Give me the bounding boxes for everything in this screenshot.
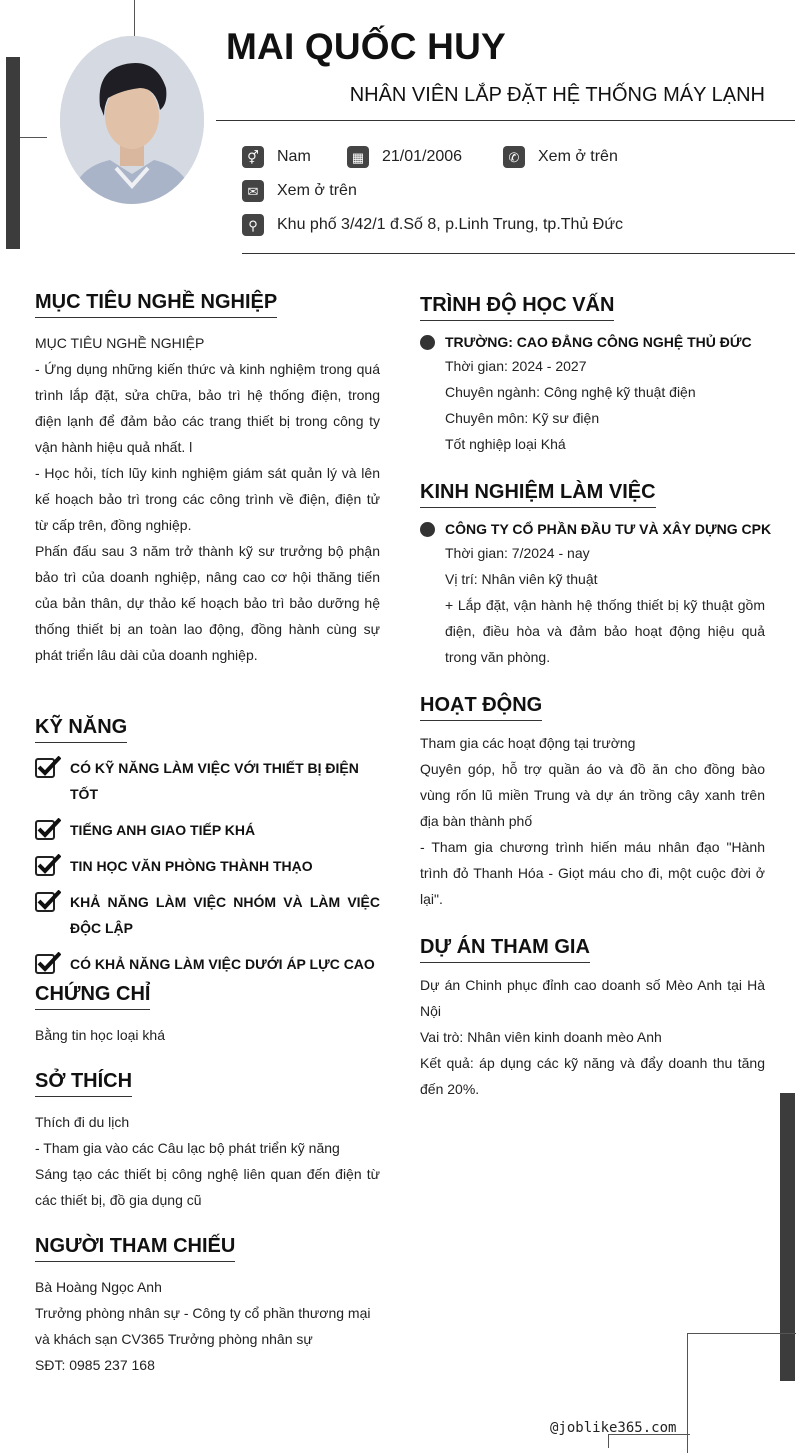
profile-photo xyxy=(60,36,204,204)
education-line: Tốt nghiệp loại Khá xyxy=(445,436,566,452)
objective-text xyxy=(35,330,380,668)
hobbies-section xyxy=(35,1070,132,1097)
info-birthdate xyxy=(347,146,462,168)
experience-text xyxy=(445,540,765,670)
company-name: CÔNG TY CỔ PHẦN ĐẦU TƯ VÀ XÂY DỰNG CPK xyxy=(445,521,772,537)
references-title: NGƯỜI THAM CHIẾU xyxy=(35,1235,235,1262)
certificates-title: CHỨNG CHỈ xyxy=(35,983,150,1010)
experience-title: KINH NGHIỆM LÀM VIỆC xyxy=(420,481,656,508)
hobby-line: - Tham gia vào các Câu lạc bộ phát triển kỹ năng xyxy=(35,1140,340,1156)
gender-icon: ⚥ xyxy=(242,146,264,168)
reference-line: SĐT: 0985 237 168 xyxy=(35,1357,155,1373)
hobbies-text xyxy=(35,1109,380,1213)
activity-line: Quyên góp, hỗ trợ quần áo và đồ ăn cho đồng bào vùng rốn lũ miền Trung và dự án trồng cây xanh trên địa bàn thành phố xyxy=(420,761,765,829)
skill-label: CÓ KHẢ NĂNG LÀM VIỆC DƯỚI ÁP LỰC CAO xyxy=(70,956,375,972)
experience-line: Vị trí: Nhân viên kỹ thuật xyxy=(445,571,598,587)
objective-line: - Học hỏi, tích lũy kinh nghiệm giám sát quản lý và lên kế hoạch bảo trì trong các công trình về điện, điện tử từ cấp trên, đồng nghiệp. xyxy=(35,465,380,533)
skill-item xyxy=(35,755,380,807)
checkbox-checked-icon xyxy=(35,952,61,974)
info-email xyxy=(242,180,357,202)
skills-section xyxy=(35,716,127,743)
activity-line: Tham gia các hoạt động tại trường xyxy=(420,735,636,751)
checkbox-checked-icon xyxy=(35,890,61,912)
objective-line: - Ứng dụng những kiến thức và kinh nghiệm trong quá trình lắp đặt, sửa chữa, bảo trì hệ thống điện, trong điện lạnh để đảm bảo các trang thiết bị trong công ty vận hành hiệu quả nhất. l xyxy=(35,361,380,455)
projects-section xyxy=(420,936,590,963)
address-value: Khu phố 3/42/1 đ.Số 8, p.Linh Trung, tp.Thủ Đức xyxy=(277,216,624,233)
project-line: Vai trò: Nhân viên kinh doanh mèo Anh xyxy=(420,1029,662,1045)
projects-text xyxy=(420,972,765,1102)
objective-title: MỤC TIÊU NGHỀ NGHIỆP xyxy=(35,291,277,318)
references-text xyxy=(35,1274,380,1378)
education-section xyxy=(420,294,614,321)
phone-icon: ✆ xyxy=(503,146,525,168)
skills-list xyxy=(35,755,380,977)
activities-text xyxy=(420,730,765,912)
decor-line-bottom-vertical xyxy=(608,1434,609,1448)
location-icon: ⚲ xyxy=(242,214,264,236)
certificates-text xyxy=(35,1022,380,1048)
objective-line: MỤC TIÊU NGHỀ NGHIỆP xyxy=(35,335,205,351)
hobby-line: Thích đi du lịch xyxy=(35,1114,130,1130)
education-line: Chuyên môn: Kỹ sư điện xyxy=(445,410,600,426)
education-line: Chuyên ngành: Công nghệ kỹ thuật điện xyxy=(445,384,696,400)
objective-line: Phấn đấu sau 3 năm trở thành kỹ sư trưởng bộ phận bảo trì của doanh nghiệp, nâng cao cơ hội thăng tiến của bản thân, dự thảo kế hoạch bảo trì bảo dưỡng hệ thống thiết bị an toàn lao động, đồng hành cùng sự phát triển lâu dài của doanh nghiệp. xyxy=(35,543,380,663)
experience-line: + Lắp đặt, vận hành hệ thống thiết bị kỹ thuật gồm điện, điều hòa và đảm bảo hoạt động hiệu quả trong văn phòng. xyxy=(445,597,765,665)
calendar-icon: ▦ xyxy=(347,146,369,168)
skill-item xyxy=(35,889,380,941)
certificate-line: Bằng tin học loại khá xyxy=(35,1027,165,1043)
bullet-dot xyxy=(420,335,435,350)
experience-section xyxy=(420,481,656,508)
skill-label: TIN HỌC VĂN PHÒNG THÀNH THẠO xyxy=(70,858,313,874)
checkbox-checked-icon xyxy=(35,756,61,778)
activity-line: - Tham gia chương trình hiến máu nhân đạo "Hành trình đỏ Thanh Hóa - Giọt máu cho đi, một cuộc đời ở lại". xyxy=(420,839,765,907)
decor-line-top xyxy=(134,0,135,36)
education-text xyxy=(445,353,765,457)
skill-label: TIẾNG ANH GIAO TIẾP KHÁ xyxy=(70,822,256,838)
hobbies-title: SỞ THÍCH xyxy=(35,1070,132,1097)
education-title: TRÌNH ĐỘ HỌC VẤN xyxy=(420,294,614,321)
info-phone xyxy=(503,146,618,168)
skill-item xyxy=(35,817,380,843)
certificates-section xyxy=(35,983,150,1010)
bullet-dot xyxy=(420,522,435,537)
footer-brand: @joblike365.com xyxy=(550,1420,677,1436)
candidate-name: MAI QUỐC HUY xyxy=(226,26,506,67)
skill-item xyxy=(35,951,380,977)
header-divider-bottom xyxy=(242,253,795,254)
skills-title: KỸ NĂNG xyxy=(35,716,127,743)
reference-line: Bà Hoàng Ngọc Anh xyxy=(35,1279,162,1295)
references-section xyxy=(35,1235,235,1262)
skill-label: CÓ KỸ NĂNG LÀM VIỆC VỚI THIẾT BỊ ĐIỆN TỐT xyxy=(70,760,359,802)
header-divider-top xyxy=(216,120,795,121)
checkbox-checked-icon xyxy=(35,818,61,840)
info-address xyxy=(242,214,623,236)
education-line: Thời gian: 2024 - 2027 xyxy=(445,358,587,374)
job-title: NHÂN VIÊN LẮP ĐẶT HỆ THỐNG MÁY LẠNH xyxy=(349,84,765,106)
decor-bar-left xyxy=(6,57,20,249)
checkbox-checked-icon xyxy=(35,854,61,876)
activities-section xyxy=(420,694,542,721)
skill-item xyxy=(35,853,380,879)
birthdate-value: 21/01/2006 xyxy=(382,148,463,165)
decor-line-left xyxy=(20,137,47,138)
hobby-line: Sáng tạo các thiết bị công nghệ liên quan đến điện từ các thiết bị, đồ gia dụng cũ xyxy=(35,1166,380,1208)
objective-section xyxy=(35,291,277,318)
project-line: Kết quả: áp dụng các kỹ năng và đẩy doanh thu tăng đến 20%. xyxy=(420,1055,765,1097)
info-gender xyxy=(242,146,311,168)
phone-value: Xem ở trên xyxy=(538,148,618,165)
email-value: Xem ở trên xyxy=(277,182,357,199)
skill-label: KHẢ NĂNG LÀM VIỆC NHÓM VÀ LÀM VIỆC ĐỘC LẬP xyxy=(70,894,380,936)
activities-title: HOẠT ĐỘNG xyxy=(420,694,542,721)
school-name: TRƯỜNG: CAO ĐẲNG CÔNG NGHỆ THỦ ĐỨC xyxy=(445,334,752,350)
gender-value: Nam xyxy=(277,148,311,165)
reference-line: Trưởng phòng nhân sự - Công ty cổ phần thương mại và khách sạn CV365 Trưởng phòng nhân sự xyxy=(35,1305,371,1347)
projects-title: DỰ ÁN THAM GIA xyxy=(420,936,590,963)
email-icon: ✉ xyxy=(242,180,264,202)
experience-line: Thời gian: 7/2024 - nay xyxy=(445,545,590,561)
decor-box-bottom-right xyxy=(687,1333,796,1453)
project-line: Dự án Chinh phục đỉnh cao doanh số Mèo Anh tại Hà Nội xyxy=(420,977,765,1019)
